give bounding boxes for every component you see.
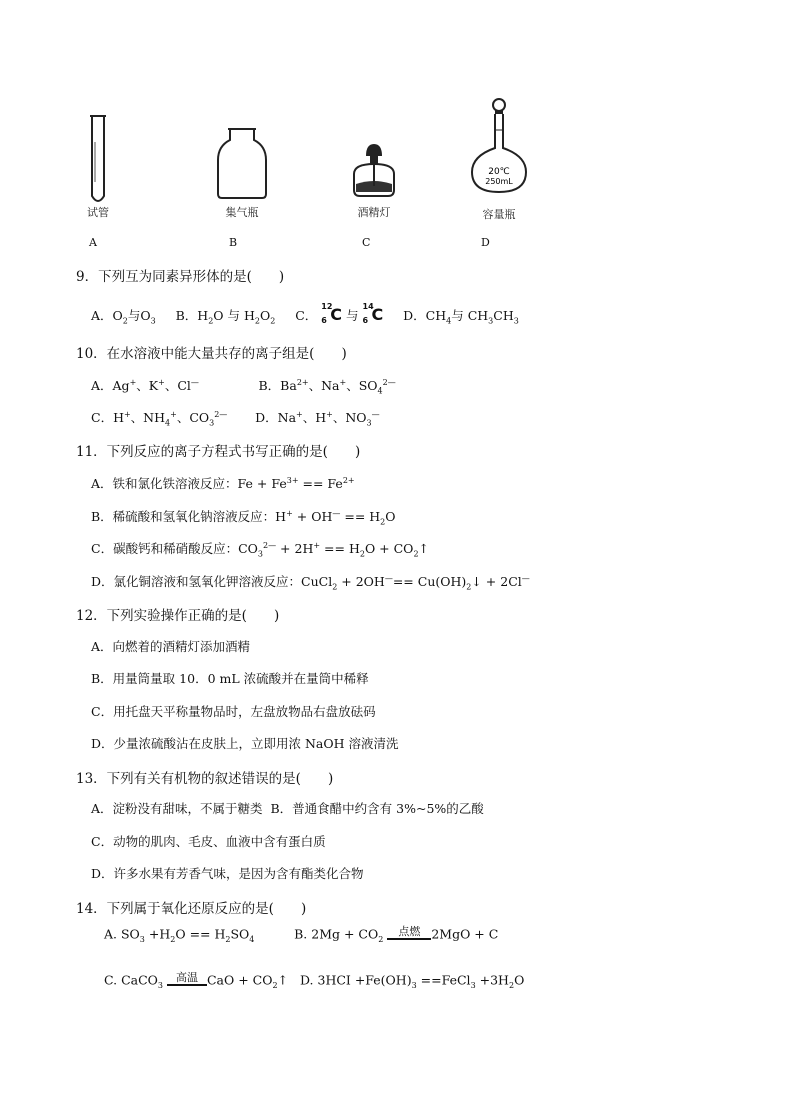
question-12-stem: 12．下列实验操作正确的是( ) (76, 608, 280, 624)
option-letter-d: D (481, 236, 490, 249)
question-11-option-b: B．稀硫酸和氢氧化钠溶液反应：$H^+ + OH^— == H_2O$ (91, 508, 396, 527)
question-12-option-d: D．少量浓硫酸沾在皮肤上，立即用浓 NaOH 溶液清洗 (91, 736, 399, 751)
question-12-option-c: C．用托盘天平称量物品时，左盘放物品右盘放砝码 (91, 704, 376, 719)
question-13-stem: 13．下列有关有机物的叙述错误的是( ) (76, 771, 334, 787)
question-11-stem: 11．下列反应的离子方程式书写正确的是( ) (76, 444, 361, 460)
question-11-option-a: A．铁和氯化铁溶液反应：$Fe + Fe^{3+} == Fe^{2+}$ (91, 475, 355, 491)
gas-bottle-icon (212, 126, 272, 200)
question-12-option-a: A．向燃着的酒精灯添加酒精 (91, 639, 251, 654)
option-letter-a: A (89, 236, 97, 249)
question-13-options-ab: A．淀粉没有甜味，不属于糖类 B．普通食醋中约含有 3%~5%的乙酸 (91, 801, 484, 816)
alcohol-lamp-icon (344, 140, 404, 200)
figure-test-tube (80, 112, 116, 222)
question-10-stem: 10．在水溶液中能大量共存的离子组是( ) (76, 346, 347, 362)
alcohol-lamp-label: 酒精灯 (357, 206, 391, 219)
carbon-14-isotope: 14 6 C (362, 302, 384, 325)
question-14-options-cd: C. CaCO$_3$ 高温 CaO + $CO_2↑$ D. $3HCI +Fe(OH)_3$ ==FeCl$_3$ $+3H_2O$ (104, 971, 525, 990)
carbon-12-isotope: 12 6 C (321, 302, 343, 325)
question-14-options-ab: A. $SO_3 +H_2O == H_2SO_4$ B. $2Mg + CO_2$ 点燃 2MgO + C (104, 925, 499, 944)
test-tube-icon (80, 112, 116, 208)
question-12-option-b: B．用量筒量取 10．0 mL 浓硫酸并在量筒中稀释 (91, 671, 369, 686)
question-11-option-c: C．碳酸钙和稀硝酸反应：$CO_3^{2—} + 2H^+ == H_2O$ + $CO_2↑$ (91, 540, 430, 559)
option-letter-b: B (229, 236, 238, 249)
volumetric-flask-icon (468, 96, 530, 196)
question-9-stem: 9．下列互为同素异形体的是( ) (76, 269, 285, 285)
figure-volumetric-flask (468, 96, 530, 224)
condition-ignite: 点燃 (387, 926, 431, 944)
question-11-option-d: D．氯化铜溶液和氢氧化钾溶液反应：CuCl$_2$ + $2OH^—== Cu(OH)_2↓ + 2Cl^—$ (91, 573, 530, 592)
figure-gas-bottle (212, 126, 272, 222)
question-13-option-d: D．许多水果有芳香气味，是因为含有酯类化合物 (91, 866, 364, 881)
flask-volume-text: 250mL (485, 177, 513, 186)
question-10-options-ab: A．Ag+、K+、Cl— B．$Ba^{2+}$、Na+、$SO_4^{2—}$ (91, 377, 396, 396)
question-14-stem: 14．下列属于氧化还原反应的是( ) (76, 901, 307, 917)
question-13-option-c: C．动物的肌肉、毛皮、血液中含有蛋白质 (91, 834, 326, 849)
test-tube-label: 试管 (87, 206, 109, 219)
volumetric-flask-label: 容量瓶 (482, 208, 516, 221)
option-letter-c: C (362, 236, 371, 249)
condition-high-temp: 高温 (167, 972, 207, 990)
question-10-options-cd: C．H+、$NH_4^+$、$CO_3^{2—}$ D．Na+、H+、$NO_3^—$ (91, 409, 380, 428)
flask-temp-text: 20℃ (488, 167, 510, 177)
gas-bottle-label: 集气瓶 (225, 206, 259, 219)
question-9-options: A．$O_2$与$O_3$ B．$H_2O$ 与 $H_2O_2$ C． 12 6 C 与 14 6 C D．$CH_4$与 $CH_3CH_3$ (91, 302, 519, 326)
figure-alcohol-lamp (344, 140, 404, 222)
